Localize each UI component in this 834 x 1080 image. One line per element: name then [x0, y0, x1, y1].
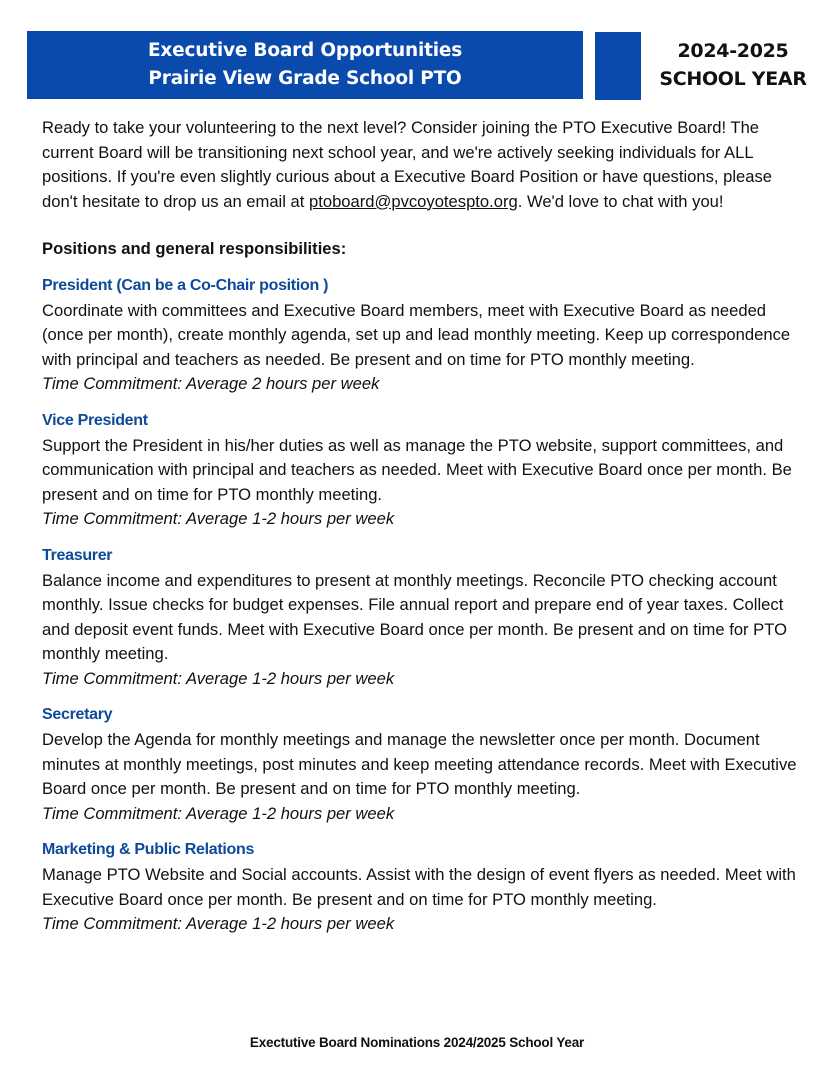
header-banner: [27, 31, 583, 99]
position-description: Manage PTO Website and Social accounts. Assist with the design of event flyers as needed. Meet with Executive Board once per month. Be present and on time for PTO monthly meeting.: [42, 865, 796, 909]
header-subtitle: Prairie View Grade School PTO: [148, 68, 462, 89]
position-marketing-pr: [42, 839, 802, 937]
document-body: [42, 116, 802, 937]
position-description: Balance income and expenditures to present at monthly meetings. Reconcile PTO checking account monthly. Issue checks for budget expenses. File annual report and prepare end of year taxes. Collect and deposit event funds. Meet with Executive Board once per month. Be present and on time for PTO monthly meeting.: [42, 570, 787, 663]
position-time-commitment: Time Commitment: Average 1-2 hours per week: [42, 803, 395, 823]
section-heading: Positions and general responsibilities:: [42, 239, 347, 258]
position-president: [42, 275, 802, 397]
position-description: Support the President in his/her duties as well as manage the PTO website, support committees, and communication with principal and teachers as needed. Meet with Executive Board once per month. Be present and on time for PTO monthly meeting.: [42, 435, 792, 504]
position-time-commitment: Time Commitment: Average 2 hours per week: [42, 374, 380, 393]
intro-paragraph: [42, 116, 802, 214]
position-time-commitment: Time Commitment: Average 1-2 hours per week: [42, 509, 395, 528]
email-link[interactable]: ptoboard@pvcoyotespto.org: [309, 191, 518, 211]
school-year-range: 2024-2025: [677, 40, 789, 62]
school-year-label: [652, 37, 814, 93]
position-title: Treasurer: [42, 546, 113, 564]
school-year-caption: SCHOOL YEAR: [659, 68, 807, 90]
position-treasurer: [42, 545, 802, 692]
position-title: Vice President: [42, 411, 148, 429]
position-title: President (Can be a Co-Chair position ): [42, 276, 329, 294]
position-description: Develop the Agenda for monthly meetings and manage the newsletter once per month. Document minutes at monthly meetings, post minutes and keep meeting attendance records. Meet with Executive Board once per month. Be present and on time for PTO monthly meeting.: [42, 730, 797, 798]
position-description: Coordinate with committees and Executive Board members, meet with Executive Board as needed (once per month), create monthly agenda, set up and lead monthly meeting. Keep up correspondence with principal and teachers as needed. Be present and on time for PTO monthly meeting.: [42, 300, 791, 369]
position-time-commitment: Time Commitment: Average 1-2 hours per week: [42, 668, 395, 688]
position-title: Secretary: [42, 706, 113, 723]
intro-closing: . We'd love to chat with you!: [517, 191, 724, 211]
position-secretary: [42, 704, 802, 826]
position-title: Marketing & Public Relations: [42, 841, 255, 858]
header-accent-block: [595, 32, 641, 100]
header-title: Executive Board Opportunities: [147, 40, 463, 61]
intro-text: Ready to take your volunteering to the next level? Consider joining the PTO Executive Board! The current Board will be transitioning next school year, and we're actively seeking individuals for ALL positions. If you're even slightly curious about a Executive Board Position or have questions, please don't hesitate to drop us an email at: [42, 118, 773, 211]
position-vice-president: [42, 410, 802, 532]
footer-caption: Exectutive Board Nominations 2024/2025 School Year: [249, 1035, 585, 1050]
position-time-commitment: Time Commitment: Average 1-2 hours per week: [42, 914, 395, 933]
